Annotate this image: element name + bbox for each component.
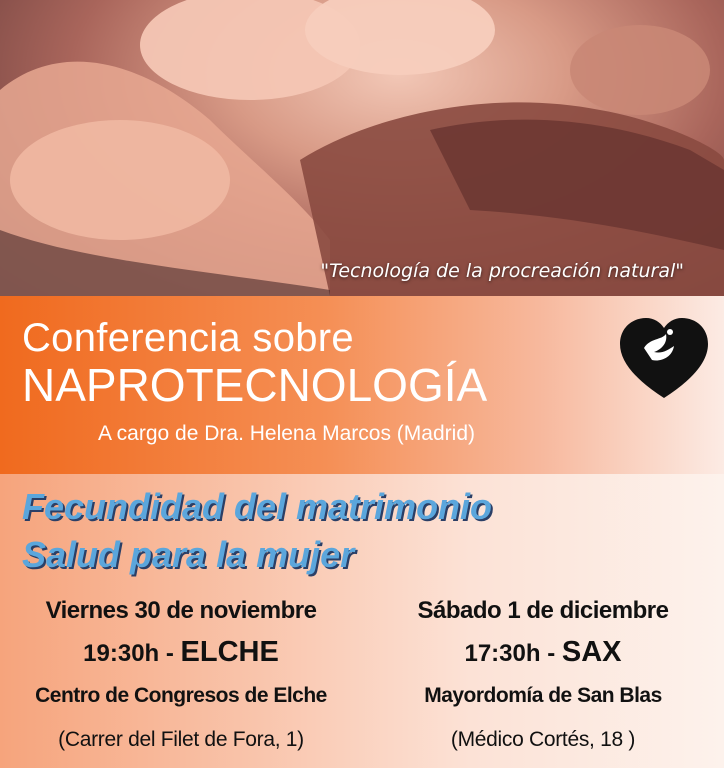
event-time-city [362,636,724,670]
event-time: 19:30h [83,640,160,667]
event-address: (Médico Cortés, 18 ) [450,728,636,751]
event-venue: Mayordomía de San Blas [424,684,662,707]
event-city: ELCHE [180,636,279,668]
event-sax [362,596,724,754]
header-photo [0,0,724,296]
event-time: 17:30h [464,640,541,667]
event-elche [0,596,362,754]
event-venue: Centro de Congresos de Elche [35,684,327,707]
event-separator: - [540,640,562,667]
event-date: Viernes 30 de noviembre [45,597,317,624]
event-time-city [0,636,362,670]
conference-title-line2: NAPROTECNOLOGÍA [22,359,488,411]
title-band [0,296,724,474]
topic-1: Fecundidad del matrimonio [22,486,493,527]
event-city: SAX [561,636,622,668]
naprotec-logo [616,310,712,406]
tagline: "Tecnología de la procreación natural" [320,260,684,282]
topic-2: Salud para la mujer [22,534,355,575]
details-section [0,474,724,768]
speaker-line: A cargo de Dra. Helena Marcos (Madrid) [98,422,475,445]
event-separator: - [159,640,181,667]
conference-title-line1: Conferencia sobre [22,316,354,360]
event-date: Sábado 1 de diciembre [417,597,669,624]
hands-and-baby-feet-illustration [0,0,724,296]
event-address: (Carrer del Filet de Fora, 1) [58,728,304,751]
